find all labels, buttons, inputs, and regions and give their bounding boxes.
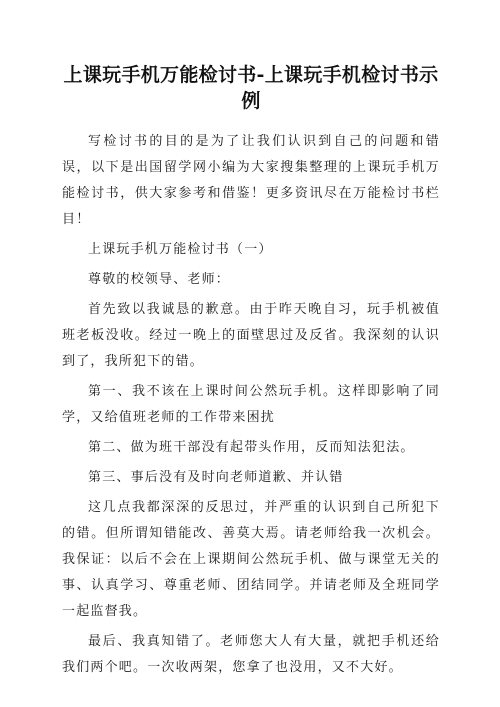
document-body [62, 129, 440, 681]
paragraph-point-3: 第三、事后没有及时向老师道歉、并认错 [88, 470, 344, 485]
paragraph-point-2: 第二、做为班干部没有起带头作用，反而知法犯法。 [88, 440, 415, 455]
paragraph-reflection: 这几点我都深深的反思过，并严重的认识到自己所犯下的错。但所谓知错能改、善莫大焉。请老师给我一次机会。我保证：以后不会在上课期间公然玩手机、做与课堂无关的事、认真学习、尊重老师、团结同学。并请老师及全班同学一起监督我。 [62, 500, 440, 619]
document-title: 上课玩手机万能检讨书-上课玩手机检讨书示例 [63, 64, 439, 112]
section-heading: 上课玩手机万能检讨书（一） [88, 242, 273, 257]
salutation: 尊敬的校领导、老师： [88, 272, 231, 287]
paragraph-intro: 写检讨书的目的是为了让我们认识到自己的问题和错误，以下是出国留学网小编为大家搜集整理的上课玩手机万能检讨书，供大家参考和借鉴！更多资讯尽在万能检讨书栏目！ [62, 134, 440, 227]
paragraph-point-1: 第一、我不该在上课时间公然玩手机。这样即影响了同学，又给值班老师的工作带来困扰 [62, 384, 440, 425]
paragraph-closing: 最后、我真知错了。老师您大人有大量，就把手机还给我们两个吧。一次收两架，您拿了也没用，又不大好。 [62, 634, 440, 675]
paragraph-apology: 首先致以我诚恳的歉意。由于昨天晚自习，玩手机被值班老板没收。经过一晚上的面壁思过及反省。我深刻的认识到了，我所犯下的错。 [62, 302, 440, 369]
